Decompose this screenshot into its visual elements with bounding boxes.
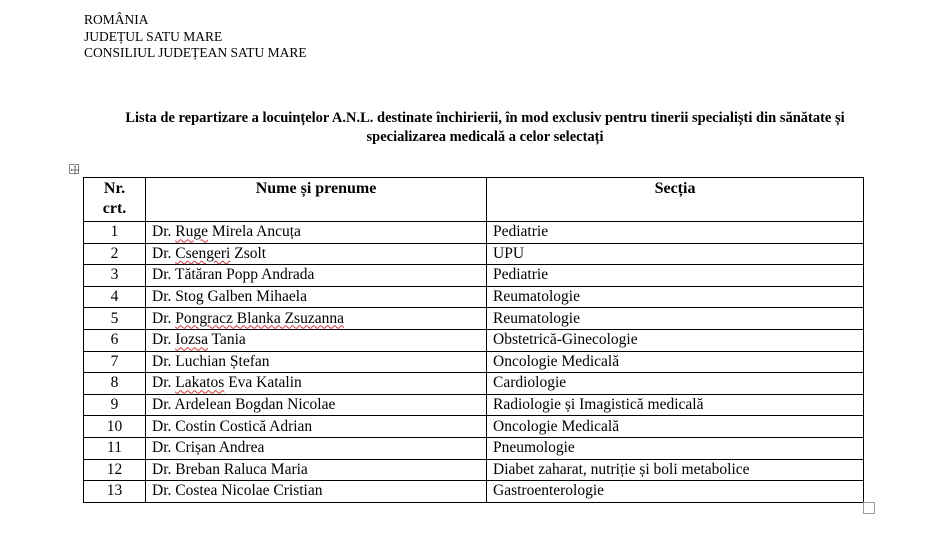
- row-name: [146, 308, 487, 330]
- name-rest: Costea Nicolae Cristian: [175, 482, 323, 500]
- row-section: UPU: [487, 243, 864, 265]
- name-prefix: Dr.: [152, 417, 176, 435]
- row-section: Diabet zaharat, nutriție și boli metabolice: [487, 459, 864, 481]
- table-resize-handle[interactable]: [863, 502, 875, 514]
- document-title: [70, 109, 900, 147]
- table-row: [84, 394, 864, 416]
- table-row: [84, 286, 864, 308]
- name-prefix: Dr.: [152, 352, 176, 370]
- table-row: [84, 416, 864, 438]
- row-name: [146, 351, 487, 373]
- table-row: [84, 373, 864, 395]
- name-rest: Tania: [207, 331, 246, 349]
- name-prefix: Dr.: [152, 460, 176, 478]
- row-number: 5: [84, 308, 146, 330]
- row-section: Gastroenterologie: [487, 481, 864, 503]
- table-row: [84, 329, 864, 351]
- name-prefix: Dr.: [152, 266, 175, 284]
- row-section: Obstetrică-Ginecologie: [487, 329, 864, 351]
- name-rest: Tătăran Popp Andrada: [174, 266, 315, 284]
- name-rest: Luchian Ștefan: [175, 352, 270, 370]
- name-prefix: Dr.: [152, 331, 176, 349]
- name-surname-flagged: Iozsa: [175, 331, 208, 349]
- table-header-row: [84, 178, 864, 222]
- row-section: Radiologie și Imagistică medicală: [487, 394, 864, 416]
- name-prefix: Dr.: [152, 374, 176, 392]
- row-number: 3: [84, 265, 146, 287]
- name-surname-flagged: Csengeri: [175, 244, 231, 262]
- name-rest: Zsolt: [230, 244, 267, 262]
- name-rest: Crișan Andrea: [175, 439, 265, 457]
- name-rest: Mirela Ancuța: [207, 223, 301, 241]
- name-rest: Eva Katalin: [224, 374, 302, 392]
- row-number: 8: [84, 373, 146, 395]
- row-section: Pediatrie: [487, 222, 864, 244]
- row-number: 13: [84, 481, 146, 503]
- table-row: [84, 243, 864, 265]
- row-section: Reumatologie: [487, 286, 864, 308]
- name-surname-flagged: Lakatos: [175, 374, 225, 392]
- name-rest: Costin Costică Adrian: [175, 417, 313, 435]
- column-header-section: Secția: [487, 178, 864, 222]
- name-prefix: Dr.: [152, 244, 176, 262]
- row-section: Pneumologie: [487, 437, 864, 459]
- row-number: 6: [84, 329, 146, 351]
- name-prefix: Dr.: [152, 439, 176, 457]
- row-number: 12: [84, 459, 146, 481]
- row-name: [146, 481, 487, 503]
- table-row: [84, 265, 864, 287]
- header-country: ROMÂNIA: [84, 12, 149, 27]
- row-section: Oncologie Medicală: [487, 351, 864, 373]
- row-section: Reumatologie: [487, 308, 864, 330]
- table-row: [84, 437, 864, 459]
- name-rest: Stog Galben Mihaela: [175, 288, 307, 306]
- row-section: Oncologie Medicală: [487, 416, 864, 438]
- row-name: [146, 265, 487, 287]
- row-section: Cardiologie: [487, 373, 864, 395]
- row-number: 4: [84, 286, 146, 308]
- name-prefix: Dr.: [152, 482, 176, 500]
- row-number: 1: [84, 222, 146, 244]
- name-surname-flagged: Pongracz Blanka Zsuzanna: [175, 309, 344, 327]
- row-section: Pediatrie: [487, 265, 864, 287]
- row-number: 2: [84, 243, 146, 265]
- row-name: [146, 329, 487, 351]
- header-county: JUDEȚUL SATU MARE: [84, 28, 223, 44]
- column-header-nr-line2: crt.: [102, 200, 127, 217]
- column-header-nr-line1: Nr.: [103, 180, 126, 197]
- name-surname-flagged: Ruge: [175, 223, 208, 241]
- row-name: [146, 394, 487, 416]
- row-number: 7: [84, 351, 146, 373]
- row-number: 10: [84, 416, 146, 438]
- row-name: [146, 459, 487, 481]
- table-move-handle-icon[interactable]: [69, 164, 79, 174]
- name-rest: Breban Raluca Maria: [175, 460, 308, 478]
- allocation-table: [83, 177, 864, 503]
- title-line-1: Lista de repartizare a locuințelor A.N.L. destinate închirierii, în mod exclusiv pentru tinerii specialiști din sănătate și: [125, 110, 845, 126]
- name-rest: Ardelean Bogdan Nicolae: [174, 396, 336, 414]
- row-name: [146, 416, 487, 438]
- name-prefix: Dr.: [152, 288, 176, 306]
- header-council: CONSILIUL JUDEȚEAN SATU MARE: [84, 45, 307, 60]
- row-name: [146, 286, 487, 308]
- row-name: [146, 437, 487, 459]
- document-header: [84, 12, 307, 62]
- row-name: [146, 373, 487, 395]
- name-prefix: Dr.: [152, 223, 176, 241]
- name-prefix: Dr.: [152, 309, 176, 327]
- table-row: [84, 459, 864, 481]
- table-row: [84, 308, 864, 330]
- row-name: [146, 222, 487, 244]
- name-prefix: Dr.: [152, 396, 175, 414]
- table-row: [84, 481, 864, 503]
- table-row: [84, 222, 864, 244]
- row-number: 11: [84, 437, 146, 459]
- column-header-nr: [84, 178, 146, 222]
- row-name: [146, 243, 487, 265]
- row-number: 9: [84, 394, 146, 416]
- column-header-name: Nume și prenume: [146, 178, 487, 222]
- title-line-2: specializarea medicală a celor selectați: [366, 129, 604, 145]
- table-row: [84, 351, 864, 373]
